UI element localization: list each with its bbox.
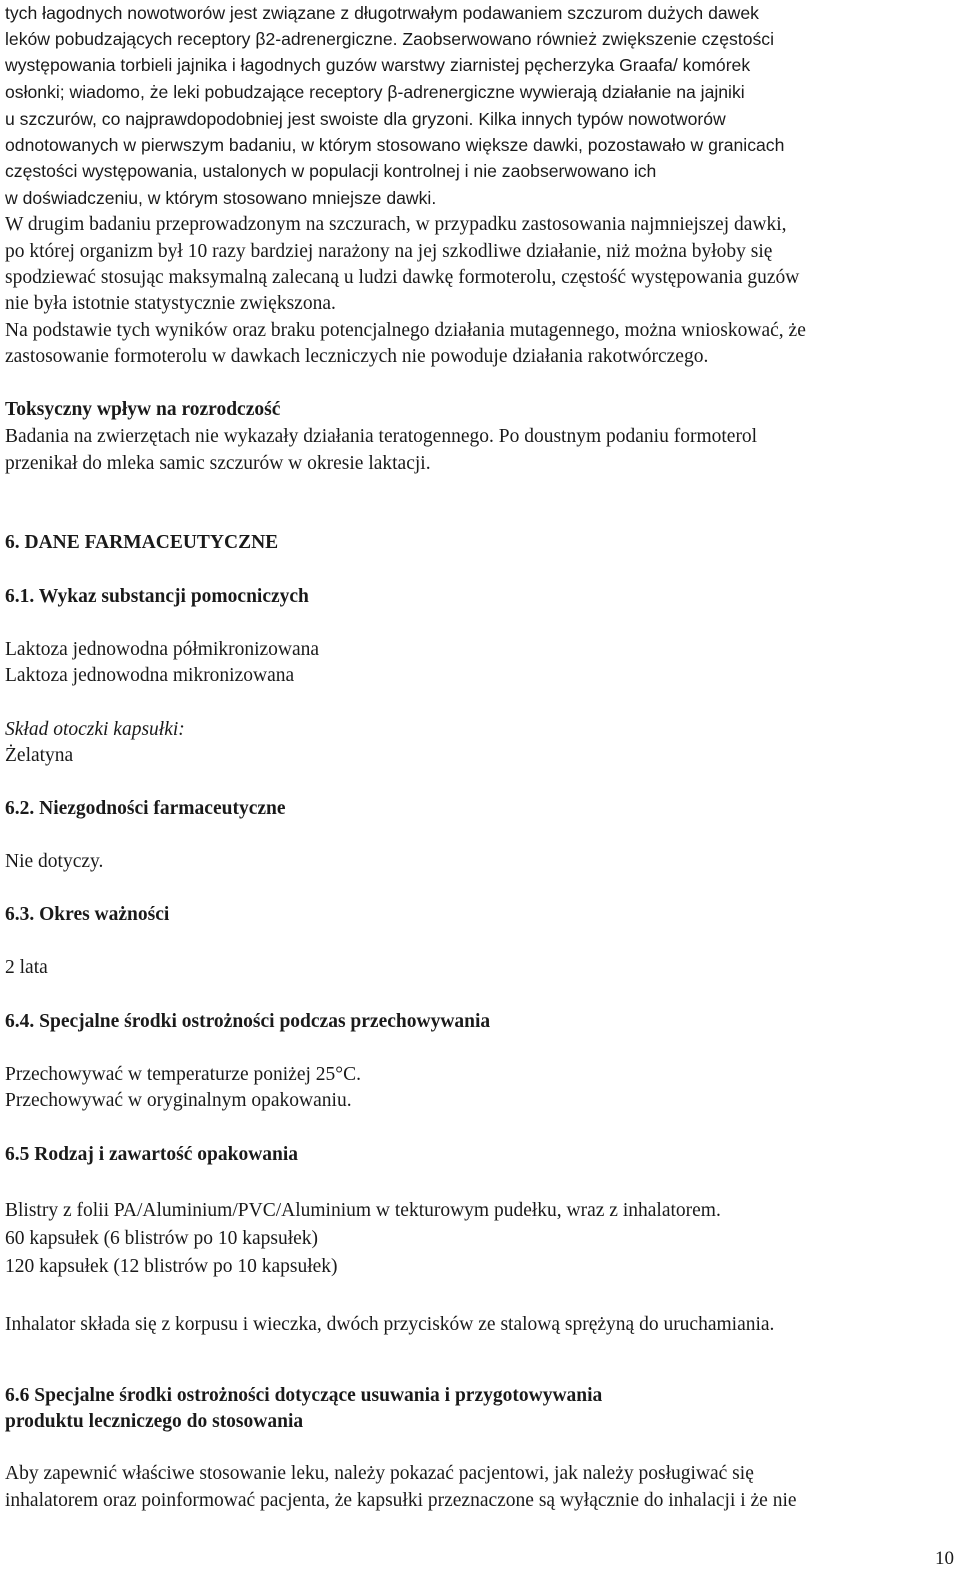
section-heading-6-1: 6.1. Wykaz substancji pomocniczych (5, 586, 309, 607)
page-number: 10 (935, 1548, 954, 1569)
section-heading-6-2: 6.2. Niezgodności farmaceutyczne (5, 798, 286, 819)
paragraph-line: Aby zapewnić właściwe stosowanie leku, należy pokazać pacjentowi, jak należy posługiwać się (5, 1463, 754, 1484)
paragraph-line: inhalatorem oraz poinformować pacjenta, że kapsułki przeznaczone są wyłącznie do inhalacji i że nie (5, 1490, 797, 1511)
storage-line: Przechowywać w temperaturze poniżej 25°C. (5, 1064, 361, 1085)
section-heading-6: 6. DANE FARMACEUTYCZNE (5, 532, 279, 553)
paragraph-line: tych łagodnych nowotworów jest związane z długotrwałym podawaniem szczurom dużych dawek (5, 3, 759, 23)
section-heading-6-6-cont: produktu leczniczego do stosowania (5, 1411, 304, 1432)
paragraph-line: leków pobudzających receptory β2-adrenergiczne. Zaobserwowano również zwiększenie częstości (5, 29, 774, 49)
paragraph-line: częstości występowania, ustalonych w populacji kontrolnej i nie zaobserwowano ich (5, 161, 657, 181)
section-heading-6-6: 6.6 Specjalne środki ostrożności dotyczące usuwania i przygotowywania (5, 1385, 603, 1406)
section-heading-6-4: 6.4. Specjalne środki ostrożności podczas przechowywania (5, 1011, 491, 1032)
paragraph-line: W drugim badaniu przeprowadzonym na szczurach, w przypadku zastosowania najmniejszej dawki, (5, 214, 787, 235)
section-heading-6-5: 6.5 Rodzaj i zawartość opakowania (5, 1144, 299, 1165)
capsule-shell-label: Skład otoczki kapsułki: (5, 719, 185, 740)
paragraph-line: odnotowanych w pierwszym badaniu, w którym stosowano większe dawki, pozostawało w granicach (5, 135, 785, 155)
package-line: Blistry z folii PA/Aluminium/PVC/Aluminium w tekturowym pudełku, wraz z inhalatorem. (5, 1200, 721, 1221)
package-line: 120 kapsułek (12 blistrów po 10 kapsułek) (5, 1256, 338, 1277)
section-heading-6-3: 6.3. Okres ważności (5, 904, 170, 925)
inhaler-description: Inhalator składa się z korpusu i wieczka, dwóch przycisków ze stalową sprężyną do uruchamiania. (5, 1314, 775, 1335)
paragraph-line: spodziewać stosując maksymalną zalecaną u ludzi dawkę formoterolu, częstość występowania guzów (5, 267, 800, 288)
excipient-item: Laktoza jednowodna półmikronizowana (5, 639, 320, 660)
package-line: 60 kapsułek (6 blistrów po 10 kapsułek) (5, 1228, 319, 1249)
paragraph-line: nie była istotnie statystycznie zwiększona. (5, 293, 336, 314)
shelf-life-text: 2 lata (5, 957, 48, 978)
paragraph-line: zastosowanie formoterolu w dawkach leczniczych nie powoduje działania rakotwórczego. (5, 346, 709, 367)
paragraph-line: w doświadczeniu, w którym stosowano mniejsze dawki. (5, 188, 437, 208)
paragraph-line: przenikał do mleka samic szczurów w okresie laktacji. (5, 453, 431, 474)
paragraph-line: występowania torbieli jajnika i łagodnych guzów warstwy ziarnistej pęcherzyka Graafa/ komórek (5, 55, 751, 75)
paragraph-line: Badania na zwierzętach nie wykazały działania teratogennego. Po doustnym podaniu formoterol (5, 426, 758, 447)
storage-line: Przechowywać w oryginalnym opakowaniu. (5, 1090, 352, 1111)
paragraph-line: po której organizm był 10 razy bardziej narażony na jej szkodliwe działanie, niż można byłoby się (5, 241, 773, 262)
incompatibilities-text: Nie dotyczy. (5, 851, 104, 872)
paragraph-line: osłonki; wiadomo, że leki pobudzające receptory β-adrenergiczne wywierają działanie na jajniki (5, 82, 745, 102)
excipient-item: Laktoza jednowodna mikronizowana (5, 665, 295, 686)
capsule-shell-item: Żelatyna (5, 745, 74, 766)
paragraph-line: Na podstawie tych wyników oraz braku potencjalnego działania mutagennego, można wnioskować, że (5, 320, 806, 341)
paragraph-line: u szczurów, co najprawdopodobniej jest swoiste dla gryzoni. Kilka innych typów nowotworów (5, 109, 726, 129)
section-heading-reproductive-toxicity: Toksyczny wpływ na rozrodczość (5, 399, 281, 420)
